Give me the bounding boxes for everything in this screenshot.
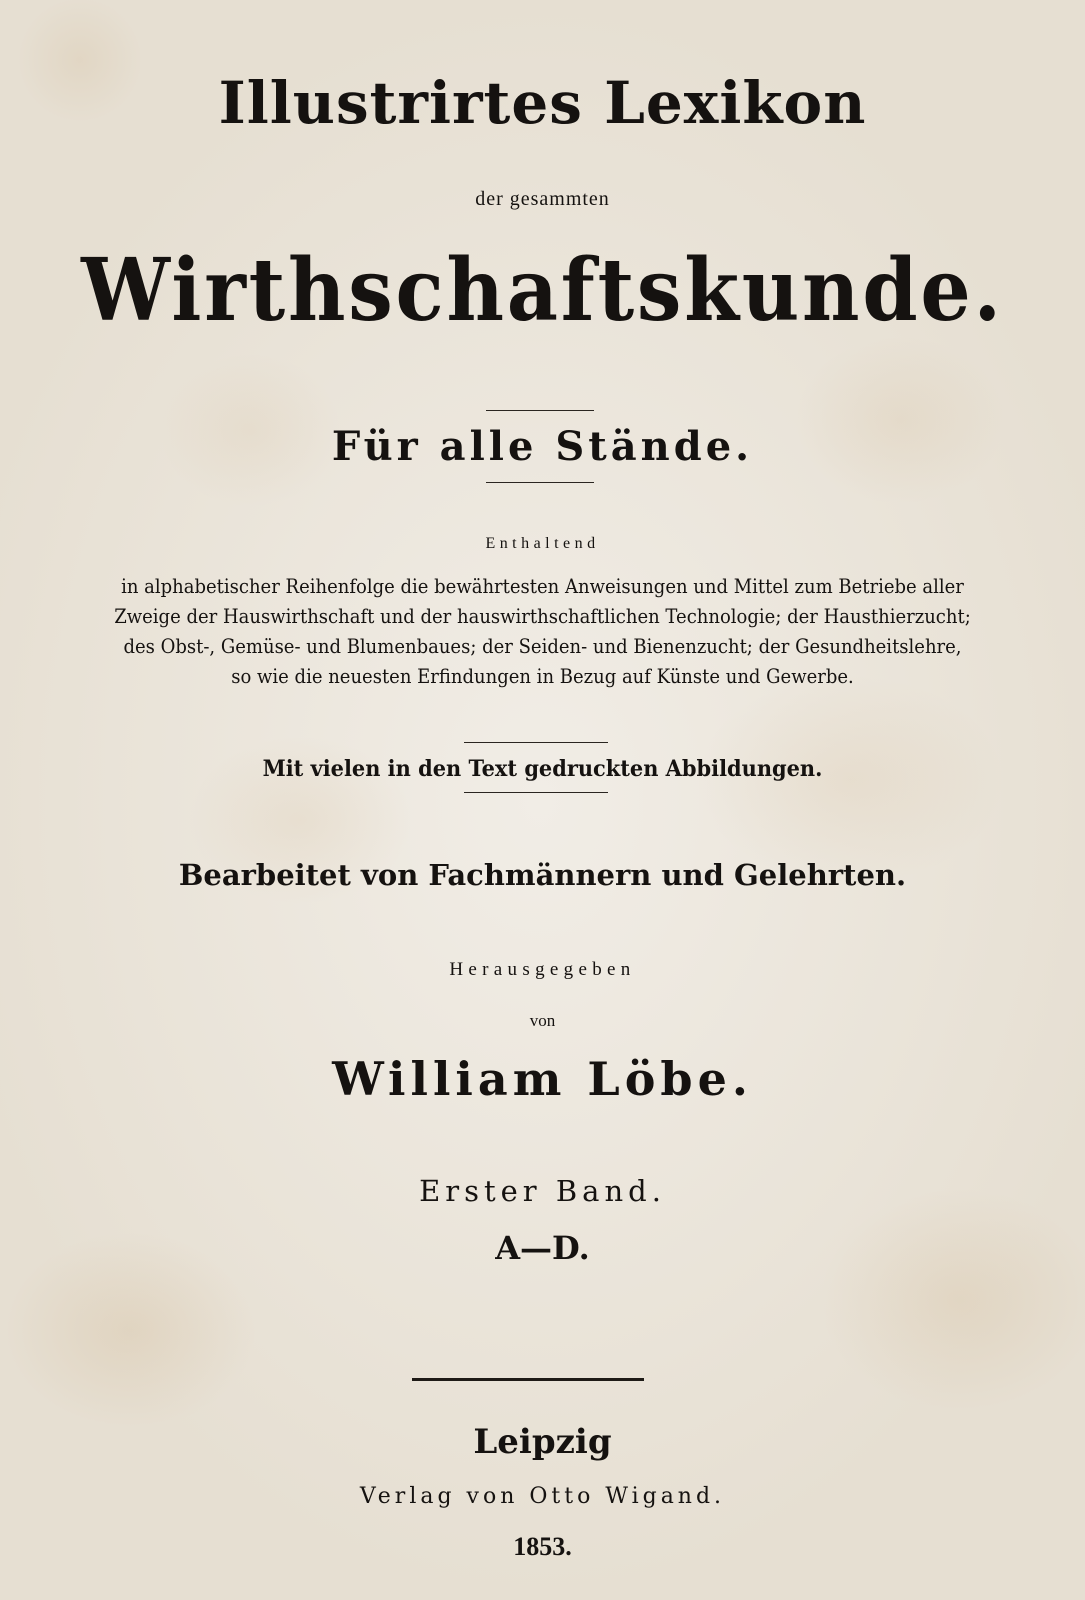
illustrations-note: Mit vielen in den Text gedruckten Abbildungen. [262,756,823,782]
editor-by: von [529,1011,556,1030]
title-rule-upper [486,410,594,411]
description-intro: Enthaltend [485,535,600,552]
imprint-rule [412,1378,644,1381]
title-line-illustrirtes-lexikon: Illustrirtes Lexikon [218,69,867,137]
main-title-wirthschaftskunde: Wirthschaftskunde. [81,240,1004,341]
volume-range: A—D. [495,1229,590,1267]
imprint-year: 1853. [513,1532,572,1561]
imprint-city: Leipzig [473,1422,612,1462]
illustrations-rule-upper [464,742,608,743]
volume-label: Erster Band. [419,1174,666,1208]
description-line-4: so wie die neuesten Erfindungen in Bezug auf Künste und Gewerbe. [231,664,854,688]
description-line-1: in alphabetischer Reihenfolge die bewährtesten Anweisungen und Mittel zum Betriebe aller [121,574,964,598]
illustrations-rule-lower [464,792,608,793]
title-line-der-gesammten: der gesammten [475,188,610,210]
title-rule-lower [486,482,594,483]
editor-label: Herausgegeben [449,959,636,980]
subtitle-fuer-alle-staende: Für alle Stände. [331,423,754,470]
description-line-3: des Obst-, Gemüse- und Blumenbaues; der Seiden- und Bienenzucht; der Gesundheitslehre, [123,634,962,658]
description-line-2: Zweige der Hauswirthschaft und der hauswirthschaftlichen Technologie; der Hausthierzucht; [114,604,971,628]
imprint-publisher: Verlag von Otto Wigand. [359,1484,726,1509]
contributors-line: Bearbeitet von Fachmännern und Gelehrten. [178,858,907,892]
editor-name: William Löbe. [332,1052,753,1106]
